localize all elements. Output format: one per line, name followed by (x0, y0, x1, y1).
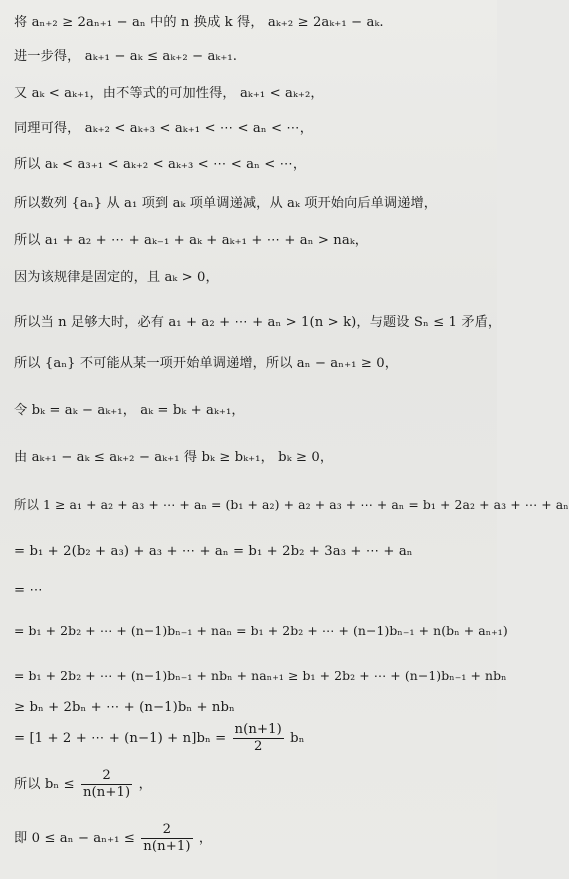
fraction-numerator: 2 (81, 768, 132, 785)
proof-line-8: 因为该规律是固定的，且 aₖ > 0， (14, 270, 219, 285)
proof-line-4: 同理可得， aₖ₊₂ < aₖ₊₃ < aₖ₊₁ < ⋯ < aₙ < ⋯， (14, 121, 313, 136)
proof-line-10: 所以 {aₙ} 不可能从某一项开始单调递增，所以 aₙ − aₙ₊₁ ≥ 0， (14, 356, 399, 371)
proof-line-13: 所以 1 ≥ a₁ + a₂ + a₃ + ⋯ + aₙ = (b₁ + a₂) + a₂ + a₃ + ⋯ + aₙ = b₁ + 2a₂ + a₃ + ⋯ + aₙ (14, 497, 569, 512)
proof-line-16: = b₁ + 2b₂ + ⋯ + (n−1)bₙ₋₁ + naₙ = b₁ + 2b₂ + ⋯ + (n−1)bₙ₋₁ + n(bₙ + aₙ₊₁) (14, 623, 508, 638)
fraction-suffix: ， (138, 777, 152, 792)
proof-line-19 (14, 722, 305, 755)
proof-line-9: 所以当 n 足够大时，必有 a₁ + a₂ + ⋯ + aₙ > 1(n > k)，与题设 Sₙ ≤ 1 矛盾， (14, 315, 502, 330)
proof-line-21-text: 即 0 ≤ aₙ − aₙ₊₁ ≤ (14, 831, 135, 846)
fraction-2-over-n-n-plus-1 (81, 768, 132, 801)
proof-line-3: 又 aₖ < aₖ₊₁，由不等式的可加性得， aₖ₊₁ < aₖ₊₂， (14, 86, 324, 101)
proof-line-20-text: 所以 bₙ ≤ (14, 777, 75, 792)
proof-line-14: = b₁ + 2(b₂ + a₃) + a₃ + ⋯ + aₙ = b₁ + 2b₂ + 3a₃ + ⋯ + aₙ (14, 544, 413, 559)
proof-line-12: 由 aₖ₊₁ − aₖ ≤ aₖ₊₂ − aₖ₊₁ 得 bₖ ≥ bₖ₊₁， bₖ ≥ 0， (14, 450, 334, 465)
proof-line-1: 将 aₙ₊₂ ≥ 2aₙ₊₁ − aₙ 中的 n 换成 k 得， aₖ₊₂ ≥ 2aₖ₊₁ − aₖ. (14, 15, 384, 30)
fraction-suffix: bₙ (290, 731, 305, 746)
fraction-2-over-n-n-plus-1-final (141, 822, 192, 855)
fraction-denominator: n(n+1) (143, 839, 191, 854)
fraction-n-n-plus-1-over-2 (233, 722, 284, 755)
proof-line-11: 令 bₖ = aₖ − aₖ₊₁， aₖ = bₖ + aₖ₊₁， (14, 403, 245, 418)
proof-line-2: 进一步得， aₖ₊₁ − aₖ ≤ aₖ₊₂ − aₖ₊₁. (14, 49, 238, 64)
proof-line-20 (14, 768, 152, 801)
proof-line-5: 所以 aₖ < a₃₊₁ < aₖ₊₂ < aₖ₊₃ < ⋯ < aₙ < ⋯， (14, 157, 307, 172)
proof-line-18: ≥ bₙ + 2bₙ + ⋯ + (n−1)bₙ + nbₙ (14, 700, 235, 715)
proof-line-6: 所以数列 {aₙ} 从 a₁ 项到 aₖ 项单调递减，从 aₖ 项开始向后单调递增， (14, 196, 438, 211)
proof-line-7: 所以 a₁ + a₂ + ⋯ + aₖ₋₁ + aₖ + aₖ₊₁ + ⋯ + aₙ > naₖ， (14, 233, 369, 248)
fraction-denominator: n(n+1) (82, 785, 131, 800)
fraction-numerator: 2 (141, 822, 192, 839)
fraction-suffix: ， (198, 831, 213, 846)
proof-line-19-text: = [1 + 2 + ⋯ + (n−1) + n]bₙ = (14, 731, 227, 746)
fraction-numerator: n(n+1) (234, 722, 282, 737)
proof-line-17: = b₁ + 2b₂ + ⋯ + (n−1)bₙ₋₁ + nbₙ + naₙ₊₁ ≥ b₁ + 2b₂ + ⋯ + (n−1)bₙ₋₁ + nbₙ (14, 668, 507, 683)
proof-line-15: = ⋯ (14, 583, 43, 598)
proof-line-21 (14, 822, 212, 855)
fraction-denominator: 2 (253, 739, 263, 754)
